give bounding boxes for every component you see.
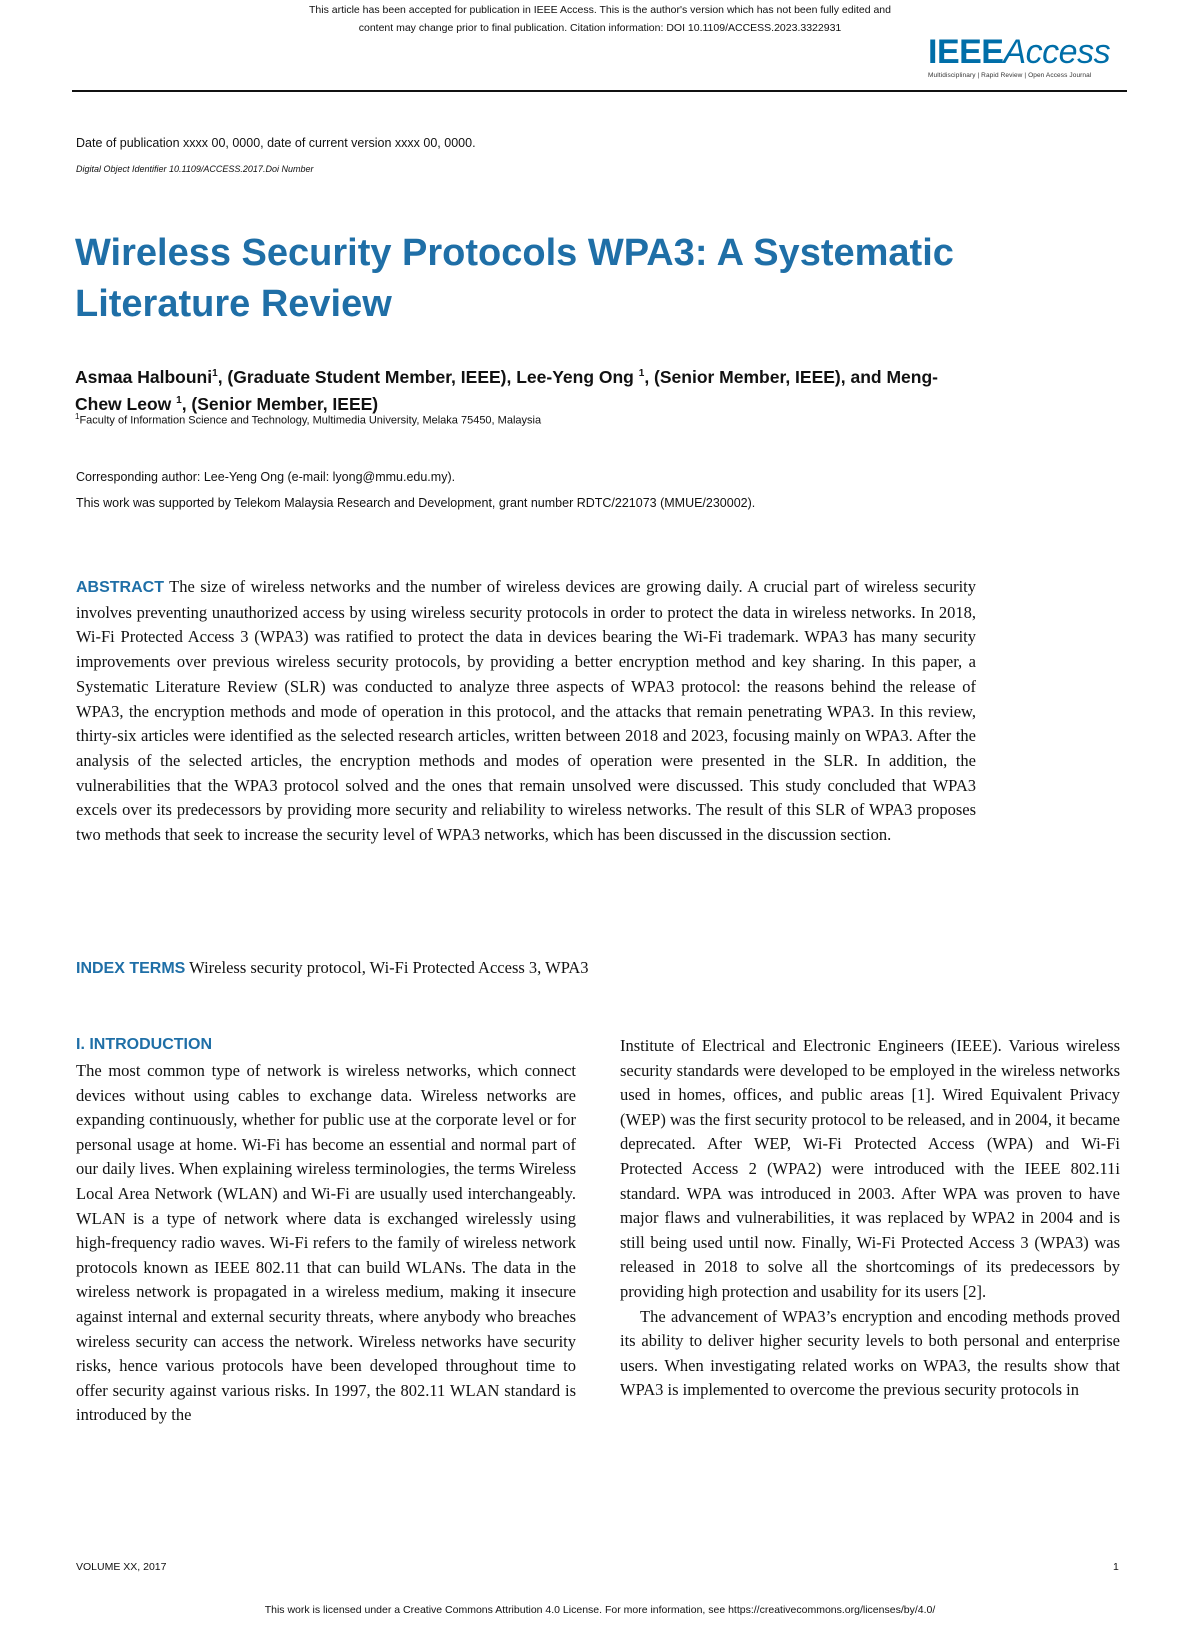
logo-tagline: Multidisciplinary | Rapid Review | Open Access Journal xyxy=(928,72,1092,79)
author-1-name: Asmaa Halbouni xyxy=(75,366,213,387)
intro-right-paragraph-2: The advancement of WPA3’s encryption and encoding methods proved its ability to deliver higher security levels to both personal and enterprise users. When investigating related works on WPA3, the results show that WPA3 is implemented to overcome the previous security protocols in xyxy=(620,1306,1120,1400)
section-heading-introduction: I. INTRODUCTION xyxy=(76,1036,212,1053)
affiliation xyxy=(75,412,541,427)
author-2-name: Lee-Yeng Ong xyxy=(516,366,639,387)
author-2-affil-mark: 1 xyxy=(638,368,645,379)
affiliation-text: Faculty of Information Science and Technology, Multimedia University, Melaka 75450, Malaysia xyxy=(79,414,542,427)
author-1-role: , (Graduate Student Member, IEEE), xyxy=(217,366,517,387)
publication-date: Date of publication xxxx 00, 0000, date of current version xxxx 00, 0000. xyxy=(76,136,476,150)
index-terms-label: INDEX TERMS xyxy=(76,960,186,977)
footer-volume: VOLUME XX, 2017 xyxy=(76,1561,167,1573)
corresponding-author: Corresponding author: Lee-Yeng Ong (e-mail: lyong@mmu.edu.my). xyxy=(76,470,456,484)
author-3-role: , (Senior Member, IEEE) xyxy=(181,393,379,414)
affiliation-mark: 1 xyxy=(75,412,80,421)
ieee-access-logo xyxy=(928,32,1128,79)
abstract-label: ABSTRACT xyxy=(76,579,164,596)
index-terms xyxy=(76,956,976,981)
author-2-role: , (Senior Member, IEEE), and xyxy=(644,366,887,387)
doi-line: Digital Object Identifier 10.1109/ACCESS.2017.Doi Number xyxy=(76,164,314,174)
author-3-affil-mark: 1 xyxy=(176,394,182,406)
top-notice-line-1: This article has been accepted for publication in IEEE Access. This is the author's version which has not been fully edited and xyxy=(309,4,891,16)
paper-title: Wireless Security Protocols WPA3: A Systematic Literature Review xyxy=(75,232,954,325)
author-3-name: Meng-Chew Leow xyxy=(75,366,938,414)
footer-license: This work is licensed under a Creative Commons Attribution 4.0 License. For more information, see https://creativecommons.org/licenses/by/4.0/ xyxy=(264,1604,936,1616)
author-list xyxy=(75,362,975,416)
intro-right-paragraph-1: Institute of Electrical and Electronic Engineers (IEEE). Various wireless security standards were developed to be employed in the wireless networks used in homes, offices, and public areas [1]. Wired Equivalent Privacy (WEP) was the first security protocol to be released, and in 2004, it became deprecated. After WEP, Wi-Fi Protected Access (WPA) and Wi-Fi Protected Access 2 (WPA2) were introduced with the IEEE 802.11i standard. WPA was introduced in 2003. After WPA was proven to have major flaws and vulnerabilities, it was replaced by WPA2 in 2004 and is still being used until now. Finally, Wi-Fi Protected Access 3 (WPA3) was released in 2018 to solve all the shortcomings of its predecessors by providing high protection and usability for its users [2]. xyxy=(620,1036,1120,1301)
top-notice-line-2: content may change prior to final publication. Citation information: DOI 10.1109/ACCESS.2023.3322931 xyxy=(358,22,842,34)
logo-ieee: IEEE xyxy=(928,33,1004,71)
intro-left-column: The most common type of network is wireless networks, which connect devices without using cables to exchange data. Wireless networks are expanding continuously, whether for public use at the corporate level or for personal usage at home. Wi-Fi has become an essential and normal part of our daily lives. When explaining wireless terminologies, the terms Wireless Local Area Network (WLAN) and Wi-Fi are usually used interchangeably. WLAN is a type of network where data is exchanged wirelessly using high-frequency radio waves. Wi-Fi refers to the family of wireless network protocols known as IEEE 802.11 that can build WLANs. The data in the wireless network is propagated in a wireless medium, making it insecure against internal and external security threats, where anybody who breaches wireless security can access the network. Wireless networks have security risks, hence various protocols have been developed throughout time to offer security against various risks. In 1997, the 802.11 WLAN standard is introduced by the xyxy=(76,1061,576,1425)
author-1-affil-mark: 1 xyxy=(212,368,218,379)
header-rule xyxy=(72,90,1127,92)
logo-access: Access xyxy=(1003,33,1111,71)
abstract-text: The size of wireless networks and the number of wireless devices are growing daily. A crucial part of wireless security involves preventing unauthorized access by using wireless security protocols in order to protect the data in wireless networks. In 2018, Wi-Fi Protected Access 3 (WPA3) was ratified to protect the data in devices bearing the Wi-Fi trademark. WPA3 has many security improvements over previous wireless security protocols, by providing a better encryption method and key sharing. In this paper, a Systematic Literature Review (SLR) was conducted to analyze three aspects of WPA3 protocol: the reasons behind the release of WPA3, the encryption methods and mode of operation in this protocol, and the attacks that remain penetrating WPA3. In this review, thirty-six articles were identified as the selected research articles, written between 2018 and 2023, focusing mainly on WPA3. After the analysis of the selected articles, the encryption methods and modes of operation were presented in the SLR. In addition, the vulnerabilities that the WPA3 protocol solved and the ones that remain unsolved were discussed. This study concluded that WPA3 excels over its predecessors by providing more security and reliability to wireless networks. The result of this SLR of WPA3 proposes two methods that seek to increase the security level of WPA3 networks, which has been discussed in the discussion section. xyxy=(76,577,977,845)
intro-right-column xyxy=(620,1034,1120,1403)
footer-page-number: 1 xyxy=(1113,1561,1119,1573)
logo-wordmark xyxy=(928,32,1128,72)
index-terms-text: Wireless security protocol, Wi-Fi Protected Access 3, WPA3 xyxy=(189,958,589,977)
abstract xyxy=(76,575,976,848)
funding-note: This work was supported by Telekom Malaysia Research and Development, grant number RDTC/221073 (MMUE/230002). xyxy=(76,496,756,510)
